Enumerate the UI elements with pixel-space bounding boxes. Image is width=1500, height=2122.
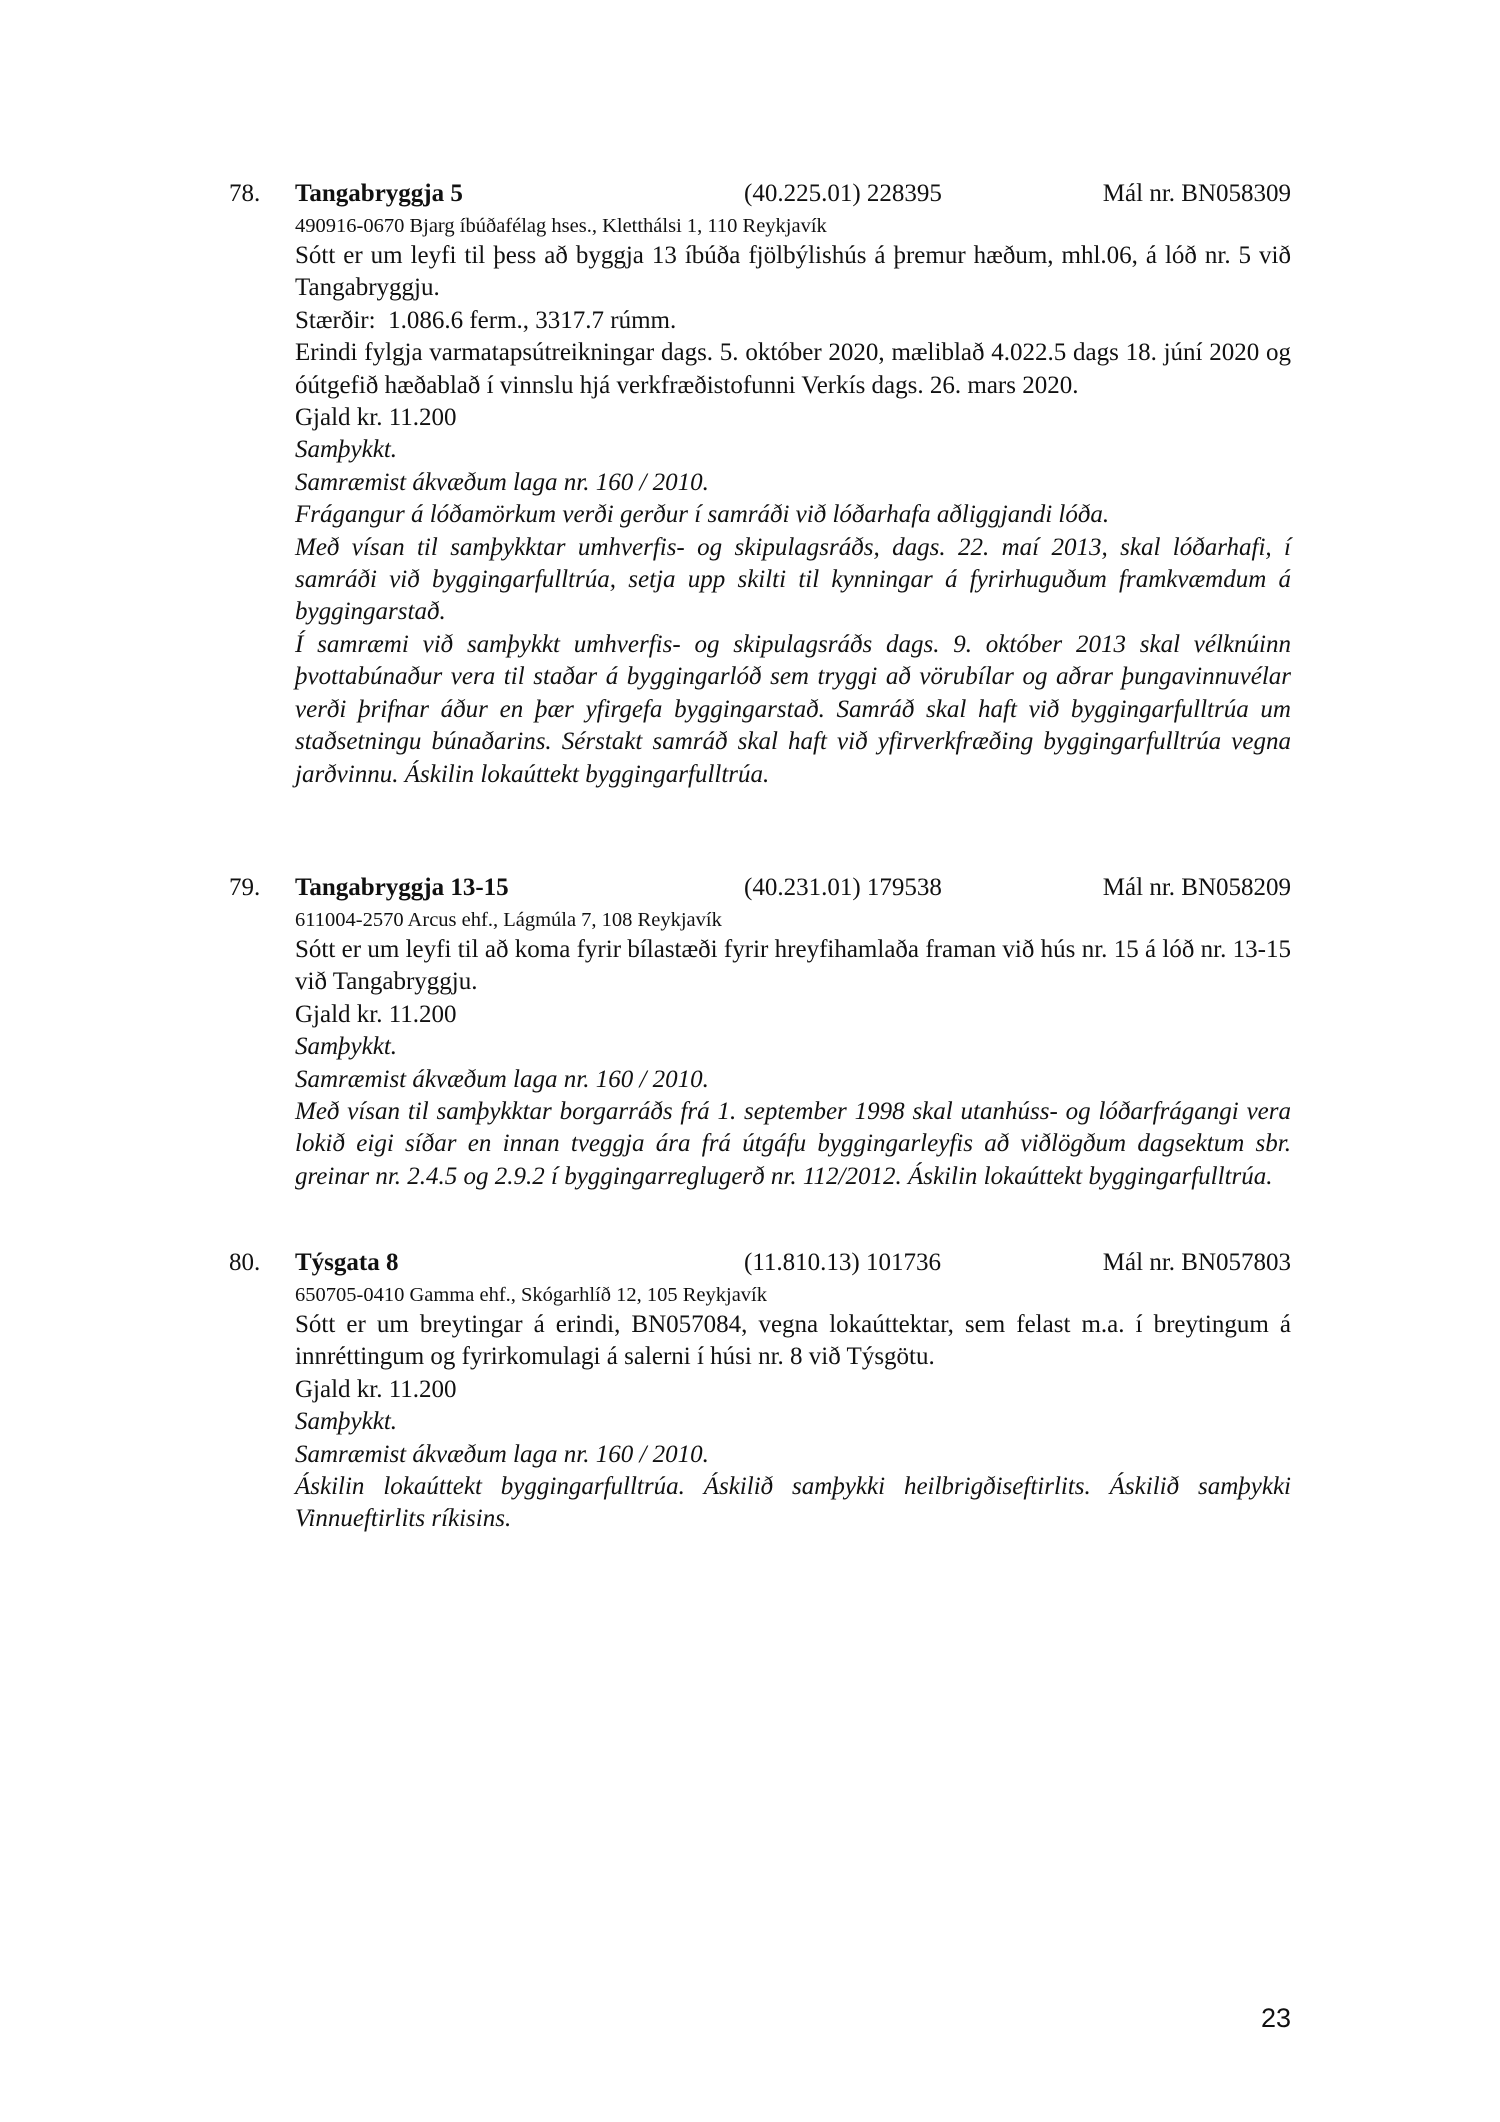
entry-78	[229, 176, 1291, 791]
entry-case-number: Mál nr. BN058309	[1102, 180, 1291, 207]
entry-79	[229, 870, 1291, 1193]
entry-compliance: Samræmist ákvæðum laga nr. 160 / 2010.	[295, 1065, 709, 1093]
entry-note: Með vísan til samþykktar umhverfis- og skipulagsráðs, dags. 22. maí 2013, skal lóðarhafi, í samráði við byggingarfulltrúa, setja upp skilti til kynningar á fyrirhuguðum framkvæmdum á byggingarstað.	[295, 533, 1291, 626]
entry-attachments: Erindi fylgja varmatapsútreikningar dags. 5. október 2020, mæliblað 4.022.5 dags 18. júní 2020 og óútgefið hæðablað í vinnslu hjá verkfræðistofunni Verkís dags. 26. mars 2020.	[295, 339, 1291, 399]
entry-header	[229, 176, 1291, 212]
entry-description: Sótt er um leyfi til að koma fyrir bílastæði fyrir hreyfihamlaða framan við hús nr. 15 á lóð nr. 13-15 við Tangabryggju.	[295, 936, 1291, 996]
entry-header	[229, 1245, 1291, 1281]
entry-property-code: (40.231.01) 179538	[744, 874, 942, 901]
entry-case-number: Mál nr. BN057803	[1102, 1249, 1291, 1276]
entry-address: Tangabryggja 13-15	[295, 874, 509, 901]
entry-description: Sótt er um leyfi til þess að byggja 13 íbúða fjölbýlishús á þremur hæðum, mhl.06, á lóð nr. 5 við Tangabryggju.	[295, 242, 1291, 302]
entry-number: 78.	[229, 180, 261, 207]
entry-applicant: 490916-0670 Bjarg íbúðafélag hses., Kletthálsi 1, 110 Reykjavík	[295, 215, 827, 237]
entry-fee: Gjald kr. 11.200	[295, 1375, 457, 1403]
entry-decision: Samþykkt.	[295, 1033, 398, 1061]
entry-size: Stærðir: 1.086.6 ferm., 3317.7 rúmm.	[295, 306, 677, 334]
entry-number: 79.	[229, 874, 261, 901]
entry-note: Í samræmi við samþykkt umhverfis- og skipulagsráðs dags. 9. október 2013 skal vélknúinn þvottabúnaður vera til staðar á byggingarlóð sem tryggi að vörubílar og aðrar þungavinnuvélar verði þrifnar áður en þær yfirgefa byggingarstað. Samráð skal haft við byggingarfulltrúa um staðsetningu búnaðarins. Sérstakt samráð skal haft við yfirverkfræðing byggingarfulltrúa vegna jarðvinnu. Áskilin lokaúttekt byggingarfulltrúa.	[295, 630, 1291, 788]
entry-note: Áskilin lokaúttekt byggingarfulltrúa. Áskilið samþykki heilbrigðiseftirlits. Áskilið samþykki Vinnueftirlits ríkisins.	[295, 1473, 1291, 1533]
entry-case-number: Mál nr. BN058209	[1102, 874, 1291, 901]
entry-compliance: Samræmist ákvæðum laga nr. 160 / 2010.	[295, 468, 709, 496]
entry-description: Sótt er um breytingar á erindi, BN057084, vegna lokaúttektar, sem felast m.a. í breytingum á innréttingum og fyrirkomulagi á salerni í húsi nr. 8 við Týsgötu.	[295, 1311, 1291, 1371]
entry-header	[229, 870, 1291, 906]
entry-applicant: 650705-0410 Gamma ehf., Skógarhlíð 12, 105 Reykjavík	[295, 1284, 768, 1306]
entry-address: Tangabryggja 5	[295, 180, 463, 207]
entry-note: Frágangur á lóðamörkum verði gerður í samráði við lóðarhafa aðliggjandi lóða.	[295, 501, 1110, 529]
entry-fee: Gjald kr. 11.200	[295, 1000, 457, 1028]
entry-applicant: 611004-2570 Arcus ehf., Lágmúla 7, 108 Reykjavík	[295, 909, 722, 931]
entry-note: Með vísan til samþykktar borgarráðs frá 1. september 1998 skal utanhúss- og lóðarfrágangi vera lokið eigi síðar en innan tveggja ára frá útgáfu byggingarleyfis að viðlögðum dagsektum sbr. greinar nr. 2.4.5 og 2.9.2 í byggingarreglugerð nr. 112/2012. Áskilin lokaúttekt byggingarfulltrúa.	[295, 1098, 1291, 1190]
entry-decision: Samþykkt.	[295, 1408, 398, 1436]
entry-80	[229, 1245, 1291, 1536]
entry-compliance: Samræmist ákvæðum laga nr. 160 / 2010.	[295, 1440, 709, 1468]
page-number: 23	[1260, 2003, 1291, 2033]
entry-property-code: (40.225.01) 228395	[744, 180, 942, 207]
entry-property-code: (11.810.13) 101736	[744, 1249, 941, 1276]
entry-number: 80.	[229, 1249, 261, 1276]
entry-decision: Samþykkt.	[295, 436, 398, 464]
entry-address: Týsgata 8	[295, 1249, 399, 1276]
entry-fee: Gjald kr. 11.200	[295, 404, 457, 432]
